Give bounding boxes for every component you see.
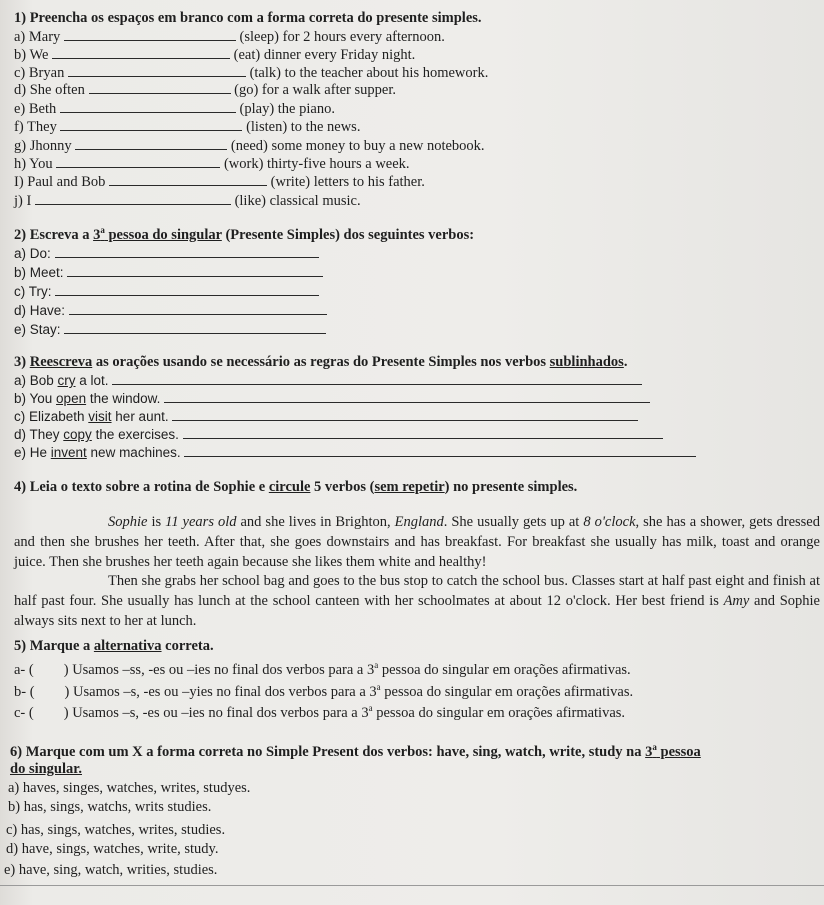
q2-title-u: pessoa do singular — [104, 227, 222, 243]
q1-item-suffix: (play) the piano. — [239, 101, 335, 117]
q4-title-mid: 5 verbos ( — [310, 479, 375, 495]
q6-option-d[interactable]: d) have, sings, watches, write, study. — [6, 841, 219, 857]
q5-title-pre: 5) Marque a — [14, 638, 94, 654]
q2-item-a — [14, 245, 319, 262]
q1-item-suffix: (listen) to the news. — [246, 119, 361, 135]
option-checkbox-close: ) — [63, 662, 69, 678]
answer-blank[interactable] — [52, 46, 230, 59]
text-fragment: and Sophie always sits next to her at lunch. — [14, 593, 820, 629]
answer-blank[interactable] — [55, 283, 319, 296]
reading-paragraph-2 — [14, 572, 820, 631]
q3-item-post: a lot. — [75, 373, 109, 388]
q6-title-underlined — [645, 744, 701, 760]
q3-title-u2: sublinhados — [549, 354, 624, 370]
option-text-end: pessoa do singular em orações afirmativas. — [378, 662, 631, 678]
q1-item-prefix: j) I — [14, 193, 32, 209]
q2-verb: b) Meet: — [14, 265, 64, 280]
option-checkbox[interactable]: c- ( — [14, 705, 34, 721]
q3-item-d — [14, 426, 663, 443]
q2-verb: d) Have: — [14, 303, 66, 318]
reading-text — [14, 513, 820, 632]
q1-item-i — [14, 173, 425, 191]
q6-title-ordinal: 3 — [645, 744, 653, 760]
q1-item-prefix: e) Beth — [14, 101, 57, 117]
q3-item-c — [14, 408, 638, 425]
q3-title-end: . — [623, 354, 628, 370]
q3-item-verb: cry — [57, 373, 76, 388]
q3-item-post: the exercises. — [91, 427, 179, 442]
q3-item-pre: b) You — [14, 391, 57, 406]
text-fragment: Then she grabs her school bag and goes to the bus stop to catch the school bus. Classes start at half past eight and finish at half past four. She usually has lunch at the school canteen with her schoolmates at about 12 o'clock. Her best friend is — [14, 573, 820, 610]
q6-option-c[interactable]: c) has, sings, watches, writes, studies. — [6, 822, 226, 838]
q2-title-post: (Presente Simples) dos seguintes verbos: — [221, 227, 475, 243]
q1-item-j — [14, 192, 361, 210]
answer-blank[interactable] — [67, 264, 323, 277]
option-text: Usamos –s, -es ou –ies no final dos verbos para a — [72, 705, 362, 721]
q1-item-suffix: (eat) dinner every Friday night. — [233, 47, 416, 63]
option-checkbox[interactable]: a- ( — [14, 662, 34, 678]
q2-item-b — [14, 264, 323, 281]
q3-item-verb: copy — [63, 427, 92, 442]
text-fragment: 11 years old — [165, 514, 237, 530]
q2-title-underlined — [93, 227, 222, 243]
q1-item-suffix: (need) some money to buy a new notebook. — [230, 138, 485, 154]
option-checkbox[interactable]: b- ( — [14, 684, 35, 700]
q5-title-post: correta. — [161, 638, 214, 654]
q3-item-pre: c) Elizabeth — [14, 409, 89, 424]
q1-item-suffix: (write) letters to his father. — [270, 174, 425, 190]
answer-blank[interactable] — [60, 100, 236, 113]
q3-title — [14, 354, 627, 371]
text-fragment: 8 o'clock — [583, 514, 636, 530]
text-fragment: , she has a shower, gets dressed and then she brushes her teeth. After that, she goes downstairs and has breakfast. For breakfast she usually has milk, toast and orange juice. Then she brushes her teeth again because she likes them white and healthy! — [14, 514, 820, 570]
text-fragment: Amy — [723, 593, 750, 610]
q4-title-u2: sem repetir — [374, 479, 445, 495]
q1-item-prefix: I) Paul and Bob — [14, 174, 106, 190]
text-fragment: England — [394, 514, 444, 530]
q3-item-verb: visit — [88, 409, 112, 424]
answer-blank[interactable] — [68, 64, 246, 77]
q6-title-text: 6) Marque com um X a forma correta no Simple Present dos verbos: have, sing, watch, write, study na — [10, 744, 646, 760]
q1-item-d — [14, 81, 396, 99]
text-fragment: is — [147, 514, 166, 530]
q4-title-pre: 4) Leia o texto sobre a rotina de Sophie e — [14, 479, 269, 495]
answer-blank[interactable] — [112, 372, 642, 385]
option-sup: a — [368, 703, 373, 714]
answer-blank[interactable] — [109, 173, 267, 186]
q5-title-u: alternativa — [93, 638, 162, 654]
q4-title-u1: circule — [268, 479, 311, 495]
text-fragment: Sophie — [108, 514, 148, 530]
q3-item-pre: e) He — [14, 445, 51, 460]
q6-option-b[interactable]: b) has, sings, watchs, writs studies. — [8, 799, 212, 815]
text-fragment: and she lives in Brighton, — [236, 514, 395, 530]
q3-title-mid: as orações usando se necessário as regras do Presente Simples nos verbos — [92, 354, 550, 370]
answer-blank[interactable] — [64, 321, 326, 334]
option-ordinal: 3 — [369, 684, 377, 700]
q3-title-u1: Reescreva — [29, 354, 93, 370]
answer-blank[interactable] — [75, 137, 227, 150]
q1-item-prefix: g) Jhonny — [14, 138, 72, 154]
option-text-end: pessoa do singular em orações afirmativas. — [380, 684, 634, 700]
q1-item-prefix: f) They — [14, 119, 57, 135]
q6-title-sup: a — [652, 742, 657, 753]
option-sup: a — [376, 682, 381, 693]
q1-item-prefix: h) You — [14, 156, 53, 172]
q2-item-c — [14, 283, 319, 300]
q3-item-a — [14, 372, 642, 389]
option-text-end: pessoa do singular em orações afirmativas. — [372, 705, 626, 721]
text-fragment: . She usually gets up at — [443, 514, 584, 530]
q5-title — [14, 638, 214, 655]
q3-item-pre: d) They — [14, 427, 64, 442]
q5-option-c[interactable] — [14, 705, 625, 722]
q2-title — [14, 227, 474, 244]
q6-title-line2-text: do singular. — [10, 761, 82, 777]
answer-blank[interactable] — [89, 81, 231, 94]
q1-item-e — [14, 100, 335, 118]
q1-item-f — [14, 118, 360, 136]
answer-blank[interactable] — [55, 245, 319, 258]
q1-item-b — [14, 46, 415, 64]
q1-item-suffix: (work) thirty-five hours a week. — [223, 156, 410, 172]
q2-verb: c) Try: — [14, 284, 52, 299]
q5-option-a[interactable] — [14, 662, 631, 679]
q3-item-post: the window. — [86, 391, 161, 406]
bottom-rule — [0, 885, 824, 886]
answer-blank[interactable] — [56, 155, 220, 168]
answer-blank[interactable] — [183, 426, 663, 439]
q4-title — [14, 479, 577, 496]
q3-item-e — [14, 444, 696, 461]
q1-item-g — [14, 137, 485, 155]
q1-item-suffix: (sleep) for 2 hours every afternoon. — [239, 29, 445, 45]
q6-title — [10, 744, 701, 761]
q1-item-suffix: (talk) to the teacher about his homework. — [249, 65, 489, 81]
q1-item-suffix: (go) for a walk after supper. — [234, 82, 396, 98]
q1-item-c — [14, 64, 488, 82]
q6-option-e[interactable]: e) have, sing, watch, writies, studies. — [4, 862, 218, 878]
q5-option-b[interactable] — [14, 684, 633, 701]
q2-item-d — [14, 302, 327, 319]
q3-item-b — [14, 390, 650, 407]
option-text: Usamos –s, -es ou –yies no final dos verbos para a — [73, 684, 370, 700]
q1-item-prefix: d) She often — [14, 82, 85, 98]
q6-title-u: pessoa — [656, 744, 701, 760]
option-text: Usamos –ss, -es ou –ies no final dos verbos para a — [72, 662, 367, 678]
option-checkbox-close: ) — [64, 684, 70, 700]
q2-item-e — [14, 321, 326, 338]
option-checkbox-close: ) — [63, 705, 69, 721]
q1-item-a — [14, 28, 445, 46]
q4-title-end: ) no presente simples. — [444, 479, 578, 495]
q1-item-h — [14, 155, 410, 173]
q1-item-prefix: a) Mary — [14, 29, 61, 45]
answer-blank[interactable] — [69, 302, 327, 315]
answer-blank[interactable] — [164, 390, 650, 403]
answer-blank[interactable] — [60, 118, 242, 131]
q3-item-post: new machines. — [86, 445, 181, 460]
q2-title-pre: 2) Escreva a — [14, 227, 94, 243]
q6-option-a[interactable]: a) haves, singes, watches, writes, studyes. — [8, 780, 251, 796]
q3-item-post: her aunt. — [111, 409, 169, 424]
option-ordinal: 3 — [366, 662, 375, 678]
q2-verb: a) Do: — [14, 246, 51, 261]
q2-verb: e) Stay: — [14, 322, 61, 337]
q2-title-sup: a — [100, 225, 105, 236]
q3-item-pre: a) Bob — [14, 373, 58, 388]
option-sup: a — [374, 660, 379, 671]
q3-item-verb: invent — [50, 445, 87, 460]
q1-item-suffix: (like) classical music. — [234, 193, 361, 209]
q2-title-ordinal: 3 — [93, 227, 101, 243]
answer-blank[interactable] — [184, 444, 696, 457]
option-ordinal: 3 — [361, 705, 369, 721]
q3-item-verb: open — [56, 391, 87, 406]
answer-blank[interactable] — [64, 28, 236, 41]
q3-title-pre: 3) — [14, 354, 30, 370]
reading-paragraph-1 — [14, 513, 820, 572]
answer-blank[interactable] — [35, 192, 231, 205]
q6-title-line2 — [10, 761, 82, 778]
q1-item-prefix: b) We — [14, 47, 49, 63]
q1-title: 1) Preencha os espaços em branco com a forma correta do presente simples. — [14, 10, 482, 26]
answer-blank[interactable] — [172, 408, 638, 421]
q1-item-prefix: c) Bryan — [14, 65, 65, 81]
